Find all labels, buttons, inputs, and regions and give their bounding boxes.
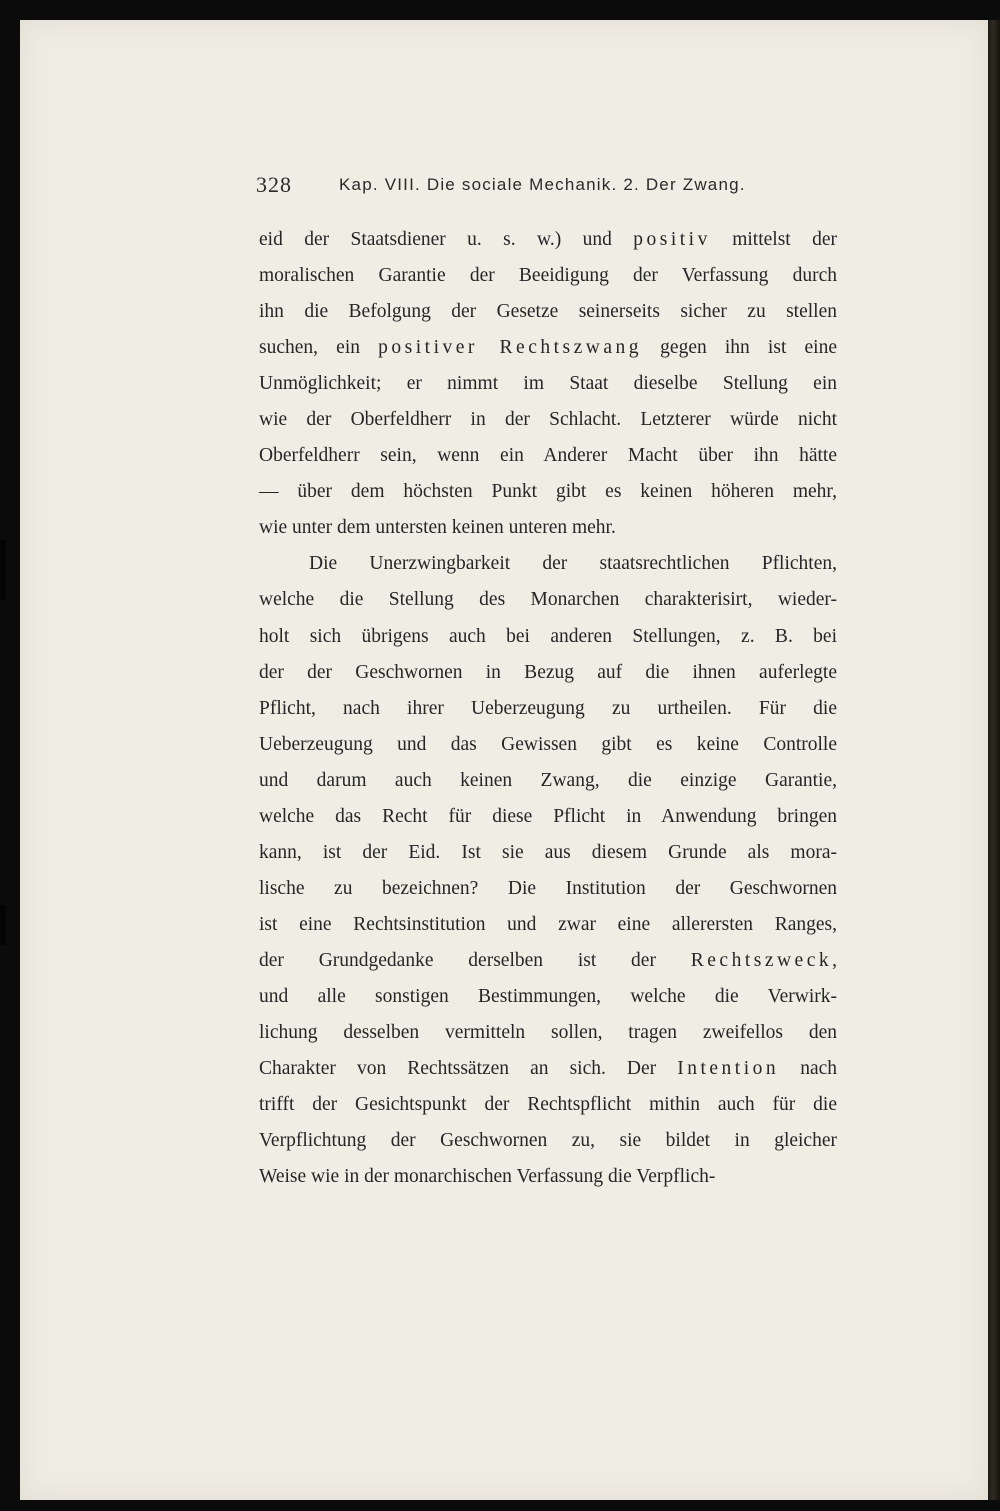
text-line: welche die Stellung des Monarchen charakterisirt, wieder- <box>259 589 837 611</box>
text-line: ist eine Rechtsinstitution und zwar eine allerersten Ranges, <box>259 913 837 935</box>
text-line: Oberfeldherr sein, wenn ein Anderer Macht über ihn hätte <box>259 445 837 467</box>
page-number: 328 <box>256 172 292 197</box>
binding-shadow <box>0 540 6 600</box>
text-line: und darum auch keinen Zwang, die einzige Garantie, <box>259 769 837 791</box>
binding-shadow <box>0 905 6 945</box>
text-line: der der Geschwornen in Bezug auf die ihnen auferlegte <box>259 661 837 683</box>
text-line: ihn die Befolgung der Gesetze seinerseits sicher zu stellen <box>259 301 837 323</box>
text-line: der Grundgedanke derselben ist der Rechtszweck, <box>259 949 837 971</box>
page-edge <box>988 20 1000 1500</box>
text-line: Pflicht, nach ihrer Ueberzeugung zu urtheilen. Für die <box>259 697 837 719</box>
text-line: — über dem höchsten Punkt gibt es keinen höheren mehr, <box>259 481 837 503</box>
text-line: suchen, ein positiver Rechtszwang gegen ihn ist eine <box>259 337 837 359</box>
text-line: lische zu bezeichnen? Die Institution der Geschwornen <box>259 877 837 899</box>
emphasized-text: Rechtszweck <box>690 949 833 971</box>
text-line: Verpflichtung der Geschwornen zu, sie bildet in gleicher <box>259 1130 837 1152</box>
text-line: kann, ist der Eid. Ist sie aus diesem Grunde als mora- <box>259 841 837 863</box>
text-line: welche das Recht für diese Pflicht in Anwendung bringen <box>259 805 837 827</box>
text-line: Charakter von Rechtssätzen an sich. Der Intention nach <box>259 1058 837 1080</box>
text-line: wie der Oberfeldherr in der Schlacht. Letzterer würde nicht <box>259 409 837 431</box>
text-line: Ueberzeugung und das Gewissen gibt es keine Controlle <box>259 733 837 755</box>
text-line: holt sich übrigens auch bei anderen Stellungen, z. B. bei <box>259 625 837 647</box>
text-line: Die Unerzwingbarkeit der staatsrechtlichen Pflichten, <box>309 553 837 575</box>
emphasized-text: positiver Rechtszwang <box>378 337 643 359</box>
emphasized-text: positiv <box>633 229 711 250</box>
text-line: trifft der Gesichtspunkt der Rechtspflicht mithin auch für die <box>259 1094 837 1116</box>
text-line: lichung desselben vermitteln sollen, tragen zweifellos den <box>259 1022 837 1044</box>
paragraph <box>259 546 837 1195</box>
running-head: Kap. VIII. Die sociale Mechanik. 2. Der Zwang. <box>339 175 746 194</box>
text-line: Unmöglichkeit; er nimmt im Staat dieselbe Stellung ein <box>259 373 837 395</box>
paragraph <box>259 222 837 546</box>
text-line: wie unter dem untersten keinen unteren mehr. <box>259 517 616 539</box>
text-line: moralischen Garantie der Beeidigung der Verfassung durch <box>259 265 837 287</box>
emphasized-text: Intention <box>677 1058 780 1080</box>
page-header <box>256 172 856 202</box>
text-line: und alle sonstigen Bestimmungen, welche die Verwirk- <box>259 985 837 1007</box>
text-line: eid der Staatsdiener u. s. w.) und positiv mittelst der <box>259 229 837 250</box>
text-line: Weise wie in der monarchischen Verfassung die Verpflich- <box>259 1166 716 1188</box>
body-text <box>259 222 837 1195</box>
